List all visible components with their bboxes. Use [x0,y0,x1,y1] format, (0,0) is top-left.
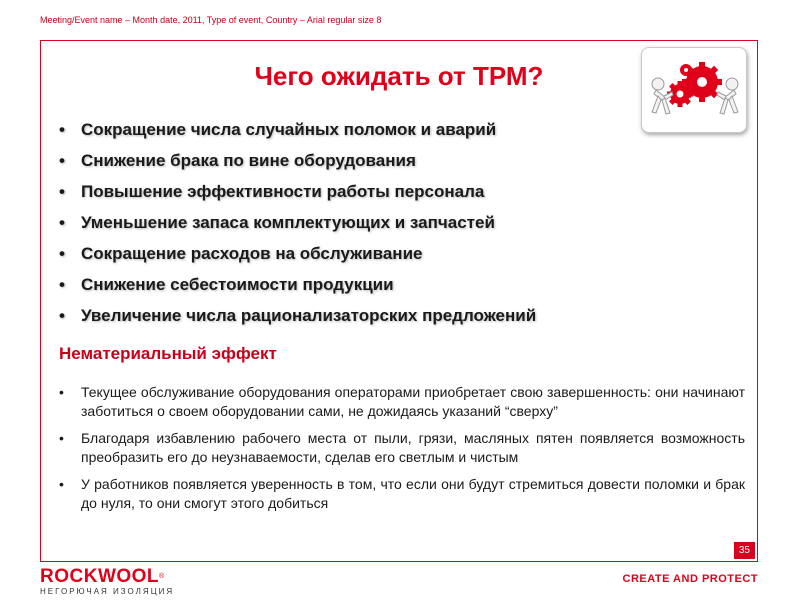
benefits-list [57,119,536,336]
list-item: • Сокращение числа случайных поломок и аварий [57,119,536,150]
rockwool-logo [40,567,174,597]
list-item: • У работников появляется уверенность в том, что если они будут стремиться довести поломки и брак до нуля, то они смогут этого добиться [57,475,745,513]
list-item: • Текущее обслуживание оборудования операторами приобретает свою завершенность: они начинают заботиться о своем оборудовании сами, не дожидаясь указаний “сверху” [57,383,745,421]
logo-name: ROCKWOOL [40,566,160,587]
page-number-badge: 35 [734,542,755,559]
logo-wordmark [40,567,174,587]
intangible-effects-list [57,383,745,521]
registered-mark: ® [159,573,165,580]
slide-title: Чего ожидать от ТРМ? [254,61,544,91]
intangible-effect-heading: Нематериальный эффект [59,344,277,363]
list-item: • Снижение брака по вине оборудования [57,150,536,181]
list-item: • Благодаря избавлению рабочего места от пыли, грязи, масляных пятен появляется возможность преобразить его до неузнаваемости, сделав его светлым и чистым [57,429,745,467]
list-item: • Снижение себестоимости продукции [57,274,536,305]
list-item: • Сокращение расходов на обслуживание [57,243,536,274]
meeting-info-header: Meeting/Event name – Month date, 2011, Type of event, Country – Arial regular size 8 [40,15,382,25]
list-item: • Уменьшение запаса комплектующих и запчастей [57,212,536,243]
tagline: CREATE AND PROTECT [622,573,758,585]
logo-subtitle: НЕГОРЮЧАЯ ИЗОЛЯЦИЯ [40,587,175,596]
list-item: • Повышение эффективности работы персонала [57,181,536,212]
list-item: • Увеличение числа рационализаторских предложений [57,305,536,336]
slide-content-frame [40,40,758,562]
people-pushing-gears-icon [641,47,747,133]
